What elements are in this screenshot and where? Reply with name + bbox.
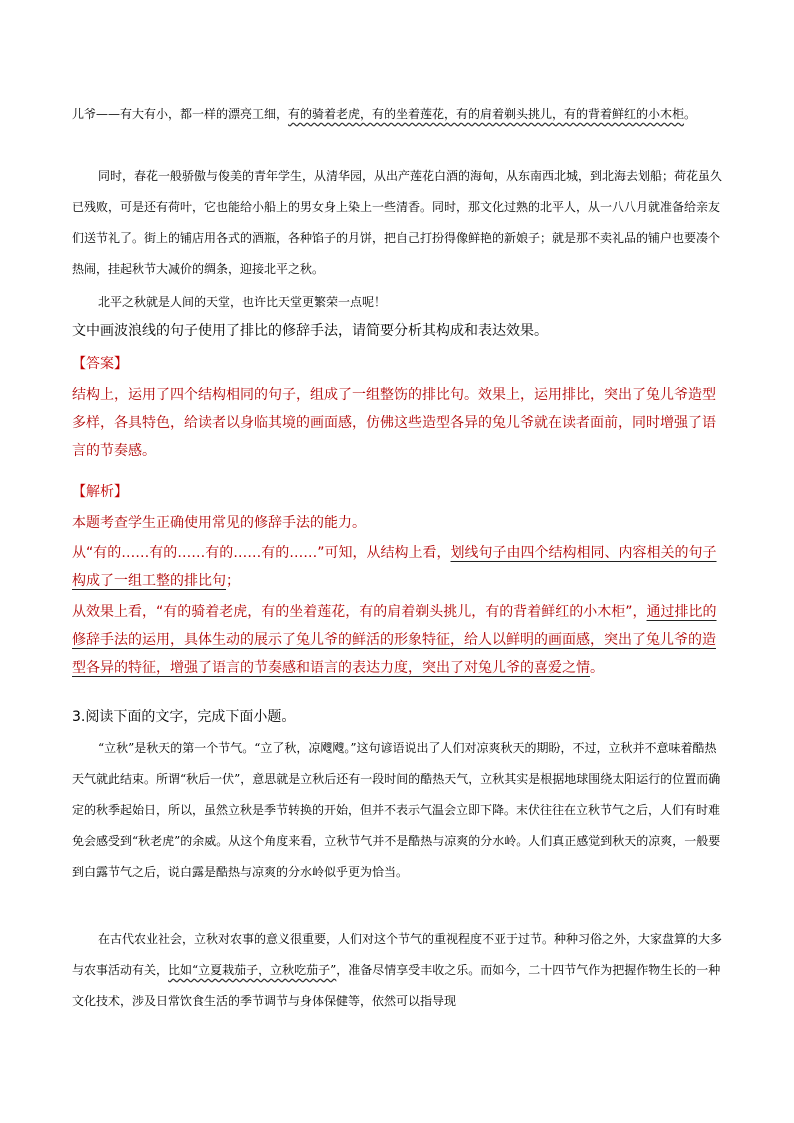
question-text: 文中画波浪线的句子使用了排比的修辞手法，请简要分析其构成和表达效果。 (72, 323, 548, 339)
passage1-paragraph-1 (72, 99, 722, 130)
passage1-p1-lead: 儿爷——有大有小，都一样的漂亮工细， (72, 107, 289, 121)
analysis-tag: 【解析】 (72, 484, 128, 500)
passage2-paragraph-2 (72, 924, 722, 1017)
answer-tag: 【答案】 (72, 356, 128, 372)
passage2-paragraph-1: “立秋”是秋天的第一个节气。“立了秋，凉飕飕。”这句谚语说出了人们对凉爽秋天的期盼，不过，立秋并不意味着酷热天气就此结束。所谓“秋后一伏”，意思就是立秋后还有一段时间的酷热天气，立秋其实是根据地球围绕太阳运行的位置而确定的秋季起始日，所以，虽然立秋是季节转换的开始，但并不表示气温会立即下降。末伏往往在立秋节气之后，人们有时难免会感受到“秋老虎”的余威。从这个角度来看，立秋节气并不是酷热与凉爽的分水岭。人们真正感觉到秋天的凉爽，一般要到白露节气之后，说白露是酷热与凉爽的分水岭似乎更为恰当。 (72, 741, 721, 879)
analysis-structure-end: ； (226, 573, 240, 589)
passage1-paragraph-3: 北平之秋就是人间的天堂，也许比天堂更繁荣一点呢！ (98, 295, 387, 309)
analysis-line-1: 本题考查学生正确使用常见的修辞手法的能力。 (72, 515, 366, 531)
analysis-structure-lead: 从“有的……有的……有的……有的……”可知，从结构上看， (72, 545, 451, 561)
analysis-effect-end: 。 (590, 660, 604, 676)
analysis-effect (72, 598, 722, 682)
passage1-p1-end: 。 (684, 107, 697, 121)
passage2-p2-rest: ，准备尽情享受丰收之乐。而如今，二十四节气作为把握作物生长的一种文化技术，涉及日常饮食生活的季节调节与身体保健等，依然可以指导现 (72, 963, 721, 1008)
analysis-structure-underlined: 划线句子由四个结构相同、内容相关的句子构成了一组工整的排比句 (72, 545, 717, 589)
passage1-paragraph-2: 同时，春花一般骄傲与俊美的青年学生，从清华园，从出产莲花白酒的海甸，从东南西北城，到北海去划船；荷花虽久已残败，可是还有荷叶，它也能给小船上的男女身上染上一些清香。同时，那文化过熟的北平人，从一八八月就准备给亲友们送节礼了。街上的铺店用各式的酒瓶，各种馅子的月饼，把自己打扮得像鲜艳的新娘子；就是那不卖礼品的铺户也要凑个热闹，挂起秋节大减价的绸条，迎接北平之秋。 (72, 169, 723, 276)
answer-text: 结构上，运用了四个结构相同的句子，组成了一组整饬的排比句。效果上，运用排比，突出了兔儿爷造型多样，各具特色，给读者以身临其境的画面感，仿佛这些造型各异的兔儿爷就在读者面前，同时增强了语言的节奏感。 (72, 387, 716, 459)
question-3-title: 3.阅读下面的文字，完成下面小题。 (72, 709, 296, 725)
analysis-structure (72, 539, 722, 595)
analysis-effect-lead: 从效果上看，“有的骑着老虎，有的坐着莲花，有的肩着剃头挑儿，有的背着鲜红的小木柜”， (72, 604, 647, 620)
wavy-underlined-saying: 比如“立夏栽茄子，立秋吃茄子” (168, 963, 337, 977)
passage2-p2-lead: 在古代农业社会，立秋对农事的意义很重要，人们对这个节气的重视程度不亚于过节。种种习俗之外，大家盘算的大多与农事活动有关， (72, 932, 723, 977)
wavy-underlined-sentence: 有的骑着老虎，有的坐着莲花，有的肩着剃头挑儿，有的背着鲜红的小木柜 (288, 107, 685, 121)
analysis-effect-underlined: 通过排比的修辞手法的运用，具体生动的展示了兔儿爷的鲜活的形象特征，给人以鲜明的画面感，突出了兔儿爷的造型各异的特征，增强了语言的节奏感和语言的表达力度，突出了对兔儿爷的喜爱之情 (72, 604, 717, 676)
